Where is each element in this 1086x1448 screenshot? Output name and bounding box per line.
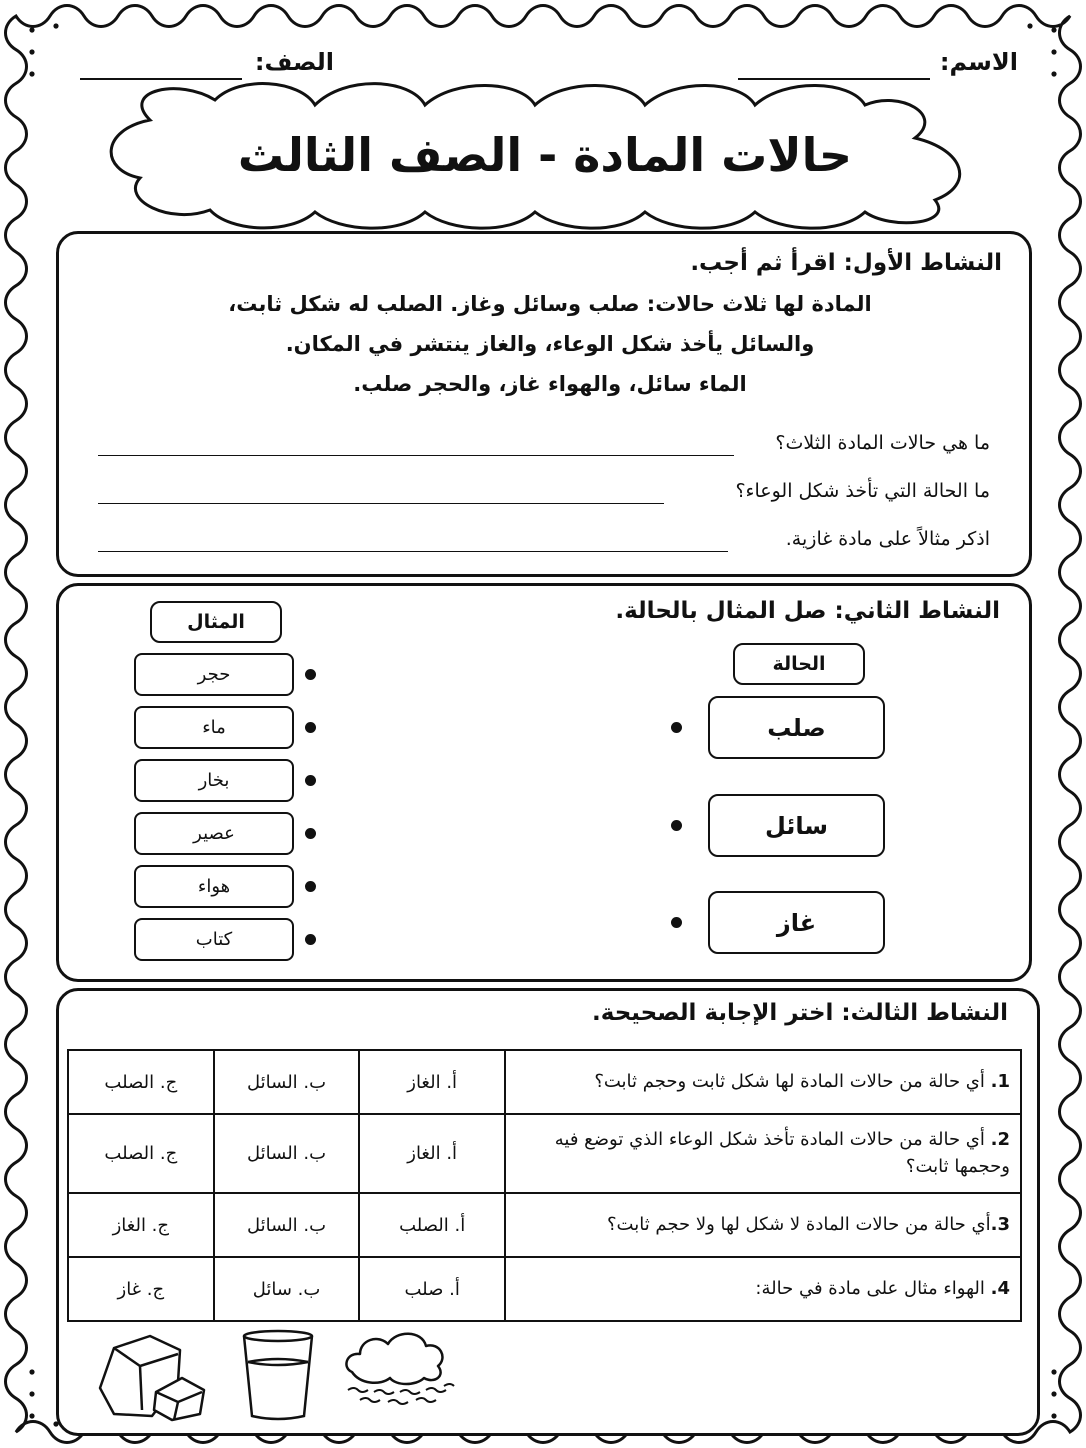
connect-dot[interactable]	[671, 917, 682, 928]
border-dot	[29, 1369, 34, 1374]
states-header: الحالة	[733, 643, 865, 685]
example-item[interactable]: بخار	[134, 759, 294, 802]
connect-dot[interactable]	[305, 722, 316, 733]
activity3-title: النشاط الثالث: اختر الإجابة الصحيحة.	[592, 1000, 1008, 1026]
option-c[interactable]: ج. الصلب	[68, 1114, 214, 1193]
border-dot	[29, 1413, 34, 1418]
activity1-box	[56, 231, 1032, 577]
answer-line-1[interactable]	[98, 455, 734, 456]
title-cloud-shape	[0, 0, 1086, 240]
option-b[interactable]: ب. السائل	[214, 1114, 360, 1193]
mcq-question	[505, 1193, 1021, 1257]
option-c[interactable]: ج. الصلب	[68, 1050, 214, 1114]
water-glass-icon	[240, 1328, 316, 1424]
activity2-title: النشاط الثاني: صل المثال بالحالة.	[615, 598, 1000, 624]
rock-icon	[92, 1330, 212, 1422]
connect-dot[interactable]	[671, 820, 682, 831]
mcq-table	[67, 1049, 1022, 1322]
cloud-wind-icon	[340, 1328, 462, 1408]
option-b[interactable]: ب. السائل	[214, 1050, 360, 1114]
activity1-question-2: ما الحالة التي تأخذ شكل الوعاء؟	[735, 480, 990, 502]
connect-dot[interactable]	[305, 669, 316, 680]
activity1-question-1: ما هي حالات المادة الثلاث؟	[775, 432, 990, 454]
class-label: الصف:	[254, 48, 334, 76]
name-label: الاسم:	[939, 48, 1018, 76]
connect-dot[interactable]	[305, 934, 316, 945]
question-number: 1.	[990, 1070, 1010, 1092]
border-dot	[1051, 1391, 1056, 1396]
connect-dot[interactable]	[671, 722, 682, 733]
option-b[interactable]: ب. السائل	[214, 1193, 360, 1257]
table-row	[68, 1257, 1021, 1321]
example-item[interactable]: هواء	[134, 865, 294, 908]
option-c[interactable]: ج. غاز	[68, 1257, 214, 1321]
option-a[interactable]: أ. الصلب	[359, 1193, 504, 1257]
option-c[interactable]: ج. الغاز	[68, 1193, 214, 1257]
example-item[interactable]: عصير	[134, 812, 294, 855]
page-title: حالات المادة - الصف الثالث	[237, 128, 853, 182]
border-dot	[29, 1391, 34, 1396]
activity1-paragraph-line-2: والسائل يأخذ شكل الوعاء، والغاز ينتشر في المكان.	[285, 332, 815, 356]
mcq-question	[505, 1257, 1021, 1321]
question-number: 2.	[990, 1129, 1010, 1151]
answer-line-2[interactable]	[98, 503, 664, 504]
mcq-question	[505, 1114, 1021, 1193]
activity1-paragraph-line-1: المادة لها ثلاث حالات: صلب وسائل وغاز. الصلب له شكل ثابت،	[228, 292, 872, 316]
answer-line-3[interactable]	[98, 551, 728, 552]
state-item[interactable]: غاز	[708, 891, 885, 954]
connect-dot[interactable]	[305, 828, 316, 839]
activity1-paragraph-line-3: الماء سائل، والهواء غاز، والحجر صلب.	[353, 372, 747, 396]
activity1-question-3: اذكر مثالاً على مادة غازية.	[785, 528, 990, 550]
example-item[interactable]: كتاب	[134, 918, 294, 961]
option-a[interactable]: أ. صلب	[359, 1257, 504, 1321]
connect-dot[interactable]	[305, 881, 316, 892]
example-item[interactable]: ماء	[134, 706, 294, 749]
question-number: 4.	[990, 1277, 1010, 1299]
table-row	[68, 1193, 1021, 1257]
connect-dot[interactable]	[305, 775, 316, 786]
border-dot	[1051, 1369, 1056, 1374]
activity1-title: النشاط الأول: اقرأ ثم أجب.	[690, 250, 1002, 276]
option-a[interactable]: أ. الغاز	[359, 1114, 504, 1193]
option-b[interactable]: ب. سائل	[214, 1257, 360, 1321]
question-number: 3.	[990, 1213, 1010, 1235]
mcq-question	[505, 1050, 1021, 1114]
state-item[interactable]: صلب	[708, 696, 885, 759]
question-text: أي حالة من حالات المادة لا شكل لها ولا حجم ثابت؟	[606, 1213, 991, 1235]
table-row	[68, 1050, 1021, 1114]
question-text: أي حالة من حالات المادة لها شكل ثابت وحجم ثابت؟	[594, 1070, 985, 1092]
table-row	[68, 1114, 1021, 1193]
examples-header: المثال	[150, 601, 282, 643]
border-dot	[1051, 1413, 1056, 1418]
state-item[interactable]: سائل	[708, 794, 885, 857]
question-text: أي حالة من حالات المادة تأخذ شكل الوعاء الذي توضع فيه وحجمها ثابت؟	[554, 1129, 1010, 1177]
example-item[interactable]: حجر	[134, 653, 294, 696]
question-text: الهواء مثال على مادة في حالة:	[755, 1277, 985, 1299]
option-a[interactable]: أ. الغاز	[359, 1050, 504, 1114]
